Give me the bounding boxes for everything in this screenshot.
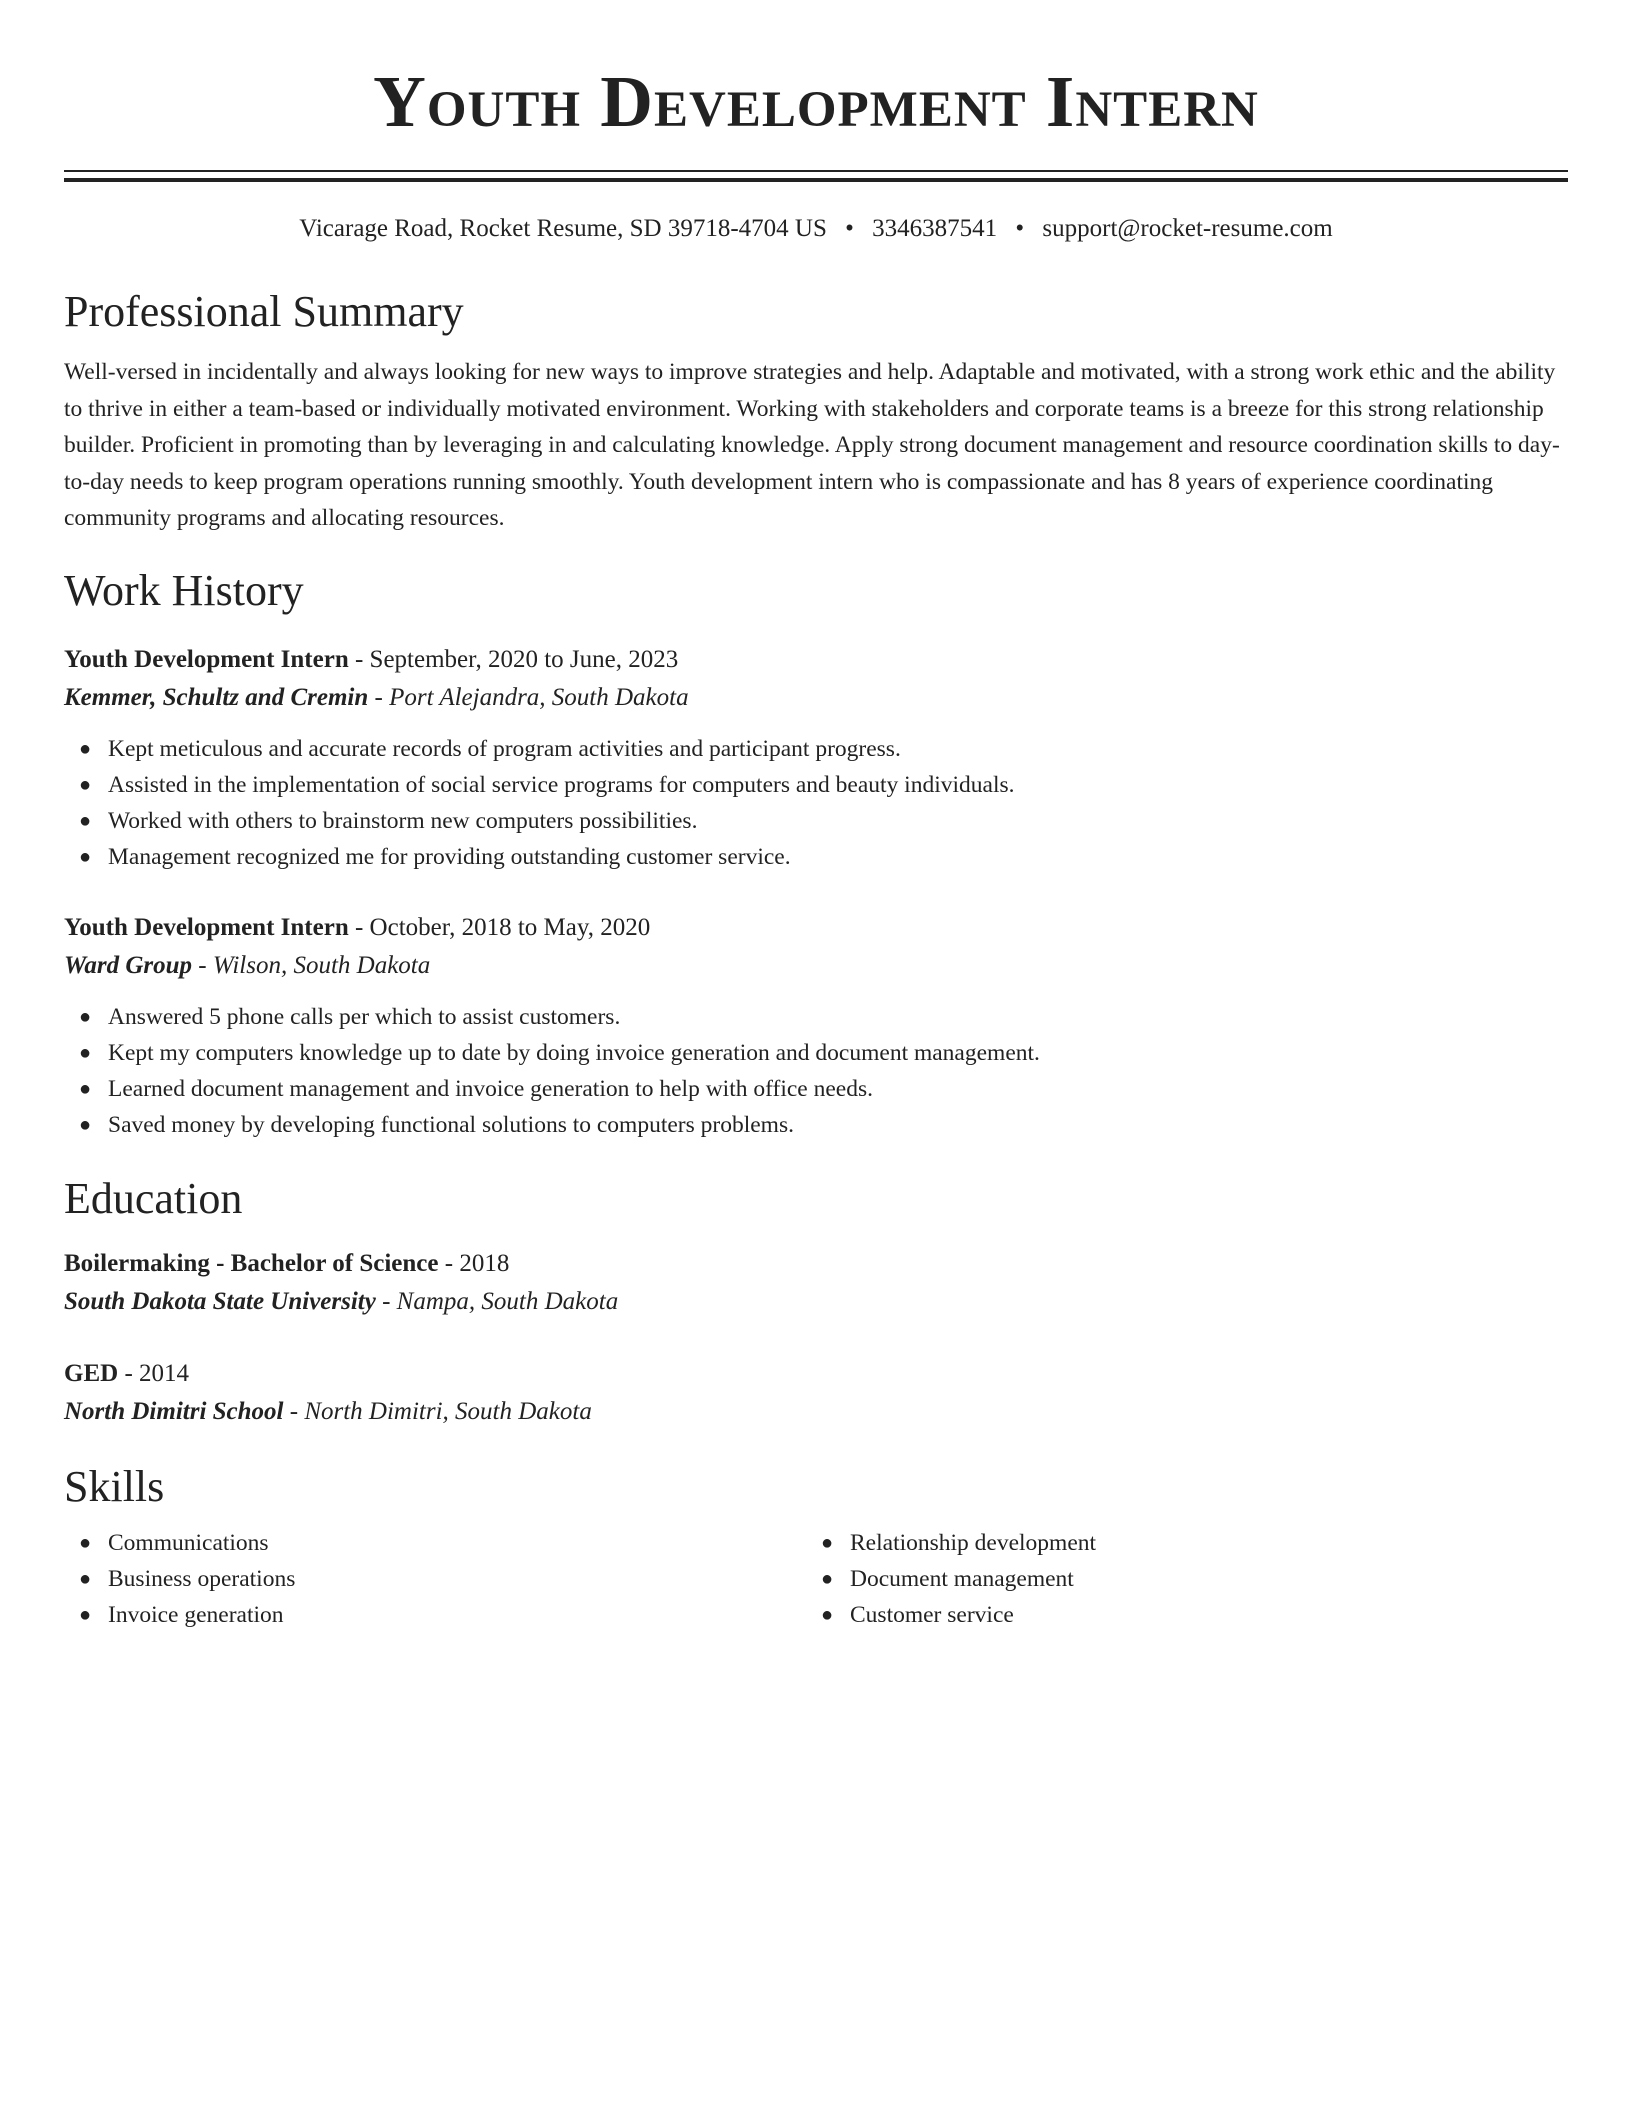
job-role: Youth Development Intern: [64, 913, 349, 941]
bullet-icon: ●: [79, 1567, 92, 1590]
education-school-line: [64, 1283, 1568, 1321]
skills-columns: [64, 1525, 1568, 1633]
bullet-text: Kept meticulous and accurate records of program activities and participant progress.: [108, 735, 901, 762]
list-item: [79, 767, 1568, 803]
bullet-text: Assisted in the implementation of social service programs for computers and beauty individuals.: [108, 771, 1015, 798]
list-item: [79, 731, 1568, 767]
bullet-text: Answered 5 phone calls per which to assist customers.: [108, 1003, 621, 1030]
bullet-icon: ●: [821, 1567, 834, 1590]
job-company-line: [64, 947, 1568, 985]
education-degree-line: [64, 1355, 1568, 1393]
section-title-skills: Skills: [64, 1461, 165, 1511]
job-location: Wilson, South Dakota: [212, 951, 431, 979]
job-company: Ward Group: [64, 951, 193, 979]
list-item: [79, 1107, 1568, 1143]
job-dash: -: [354, 913, 364, 941]
contact-separator: •: [1015, 215, 1025, 242]
list-item: [821, 1525, 1548, 1561]
list-item: [79, 839, 1568, 875]
job-company-line: [64, 679, 1568, 717]
job-dash: -: [198, 951, 207, 979]
skills-column-right: [806, 1525, 1548, 1633]
job-dash: -: [374, 683, 383, 711]
bullet-icon: ●: [79, 1077, 92, 1100]
education-year: 2018: [459, 1249, 510, 1277]
header-rule-thin: [64, 170, 1568, 172]
list-item: [79, 1035, 1568, 1071]
header-rule-thick: [64, 178, 1568, 182]
bullet-icon: ●: [79, 809, 92, 832]
job-entry: [64, 641, 1568, 875]
bullet-icon: ●: [79, 1041, 92, 1064]
job-company: Kemmer, Schultz and Cremin: [64, 683, 369, 711]
education-school: South Dakota State University: [64, 1287, 376, 1315]
education-school-line: [64, 1393, 1568, 1431]
education-entry: [64, 1245, 1568, 1321]
list-item: [79, 999, 1568, 1035]
job-bullets: [64, 731, 1568, 875]
bullet-icon: ●: [79, 845, 92, 868]
education-year: 2014: [139, 1359, 190, 1387]
job-dash: -: [354, 645, 364, 673]
bullet-text: Kept my computers knowledge up to date by doing invoice generation and document management.: [108, 1039, 1040, 1066]
education-school: North Dimitri School: [64, 1397, 284, 1425]
bullet-text: Saved money by developing functional solutions to computers problems.: [108, 1111, 794, 1138]
list-item: [79, 803, 1568, 839]
bullet-icon: ●: [821, 1531, 834, 1554]
job-dates: September, 2020 to June, 2023: [369, 645, 679, 673]
bullet-text: Learned document management and invoice generation to help with office needs.: [108, 1075, 873, 1102]
skills-list: [806, 1525, 1548, 1633]
section-title-education: Education: [64, 1173, 243, 1223]
list-item: [79, 1525, 806, 1561]
bullet-icon: ●: [79, 773, 92, 796]
education-dash: -: [289, 1397, 299, 1425]
list-item: [821, 1597, 1548, 1633]
education-degree: Boilermaking - Bachelor of Science: [64, 1249, 439, 1277]
section-title-work-history: Work History: [64, 565, 304, 615]
education-location: Nampa, South Dakota: [396, 1287, 619, 1315]
job-title-line: [64, 909, 1568, 947]
bullet-text: Worked with others to brainstorm new computers possibilities.: [108, 807, 698, 834]
bullet-icon: ●: [79, 1531, 92, 1554]
skill-text: Business operations: [108, 1565, 296, 1592]
skill-text: Invoice generation: [108, 1601, 284, 1628]
contact-phone: 3346387541: [872, 215, 998, 242]
contact-email: support@rocket-resume.com: [1042, 215, 1333, 242]
skills-list: [64, 1525, 806, 1633]
skill-text: Relationship development: [850, 1529, 1097, 1556]
bullet-icon: ●: [79, 737, 92, 760]
job-title-line: [64, 641, 1568, 679]
job-dates: October, 2018 to May, 2020: [369, 913, 651, 941]
list-item: [821, 1561, 1548, 1597]
education-dash: -: [444, 1249, 454, 1277]
list-item: [79, 1597, 806, 1633]
bullet-icon: ●: [821, 1603, 834, 1626]
education-degree: GED: [64, 1359, 119, 1387]
job-entry: [64, 909, 1568, 1143]
list-item: [79, 1561, 806, 1597]
education-dash: -: [124, 1359, 133, 1387]
skill-text: Communications: [108, 1529, 269, 1556]
skill-text: Document management: [850, 1565, 1074, 1592]
section-title-summary: Professional Summary: [64, 287, 464, 336]
education-entry: [64, 1355, 1568, 1431]
job-location: Port Alejandra, South Dakota: [389, 683, 689, 711]
bullet-icon: ●: [79, 1603, 92, 1626]
skill-text: Customer service: [850, 1601, 1014, 1628]
contact-separator: •: [845, 215, 854, 242]
job-role: Youth Development Intern: [64, 645, 349, 673]
contact-address: Vicarage Road, Rocket Resume, SD 39718-4704 US: [299, 215, 827, 242]
contact-line: [64, 212, 1568, 246]
job-bullets: [64, 999, 1568, 1143]
bullet-text: Management recognized me for providing outstanding customer service.: [108, 843, 791, 870]
education-location: North Dimitri, South Dakota: [304, 1397, 592, 1425]
skills-column-left: [64, 1525, 806, 1633]
summary-text: Well-versed in incidentally and always looking for new ways to improve strategies and help. Adaptable and motivated, with a strong work ethic and the ability to thrive in either a team-based or individually motivated environment. Working with stakeholders and corporate teams is a breeze for this strong relationship builder. Proficient in promoting than by leveraging in and calculating knowledge. Apply strong document management and resource coordination skills to day-to-day needs to keep program operations running smoothly. Youth development intern who is compassionate and has 8 years of experience coordinating community programs and allocating resources.: [64, 359, 1560, 531]
education-degree-line: [64, 1245, 1568, 1283]
resume-name-heading: Youth Development Intern: [373, 61, 1259, 142]
bullet-icon: ●: [79, 1005, 92, 1028]
education-dash: -: [382, 1287, 391, 1315]
bullet-icon: ●: [79, 1113, 92, 1136]
list-item: [79, 1071, 1568, 1107]
